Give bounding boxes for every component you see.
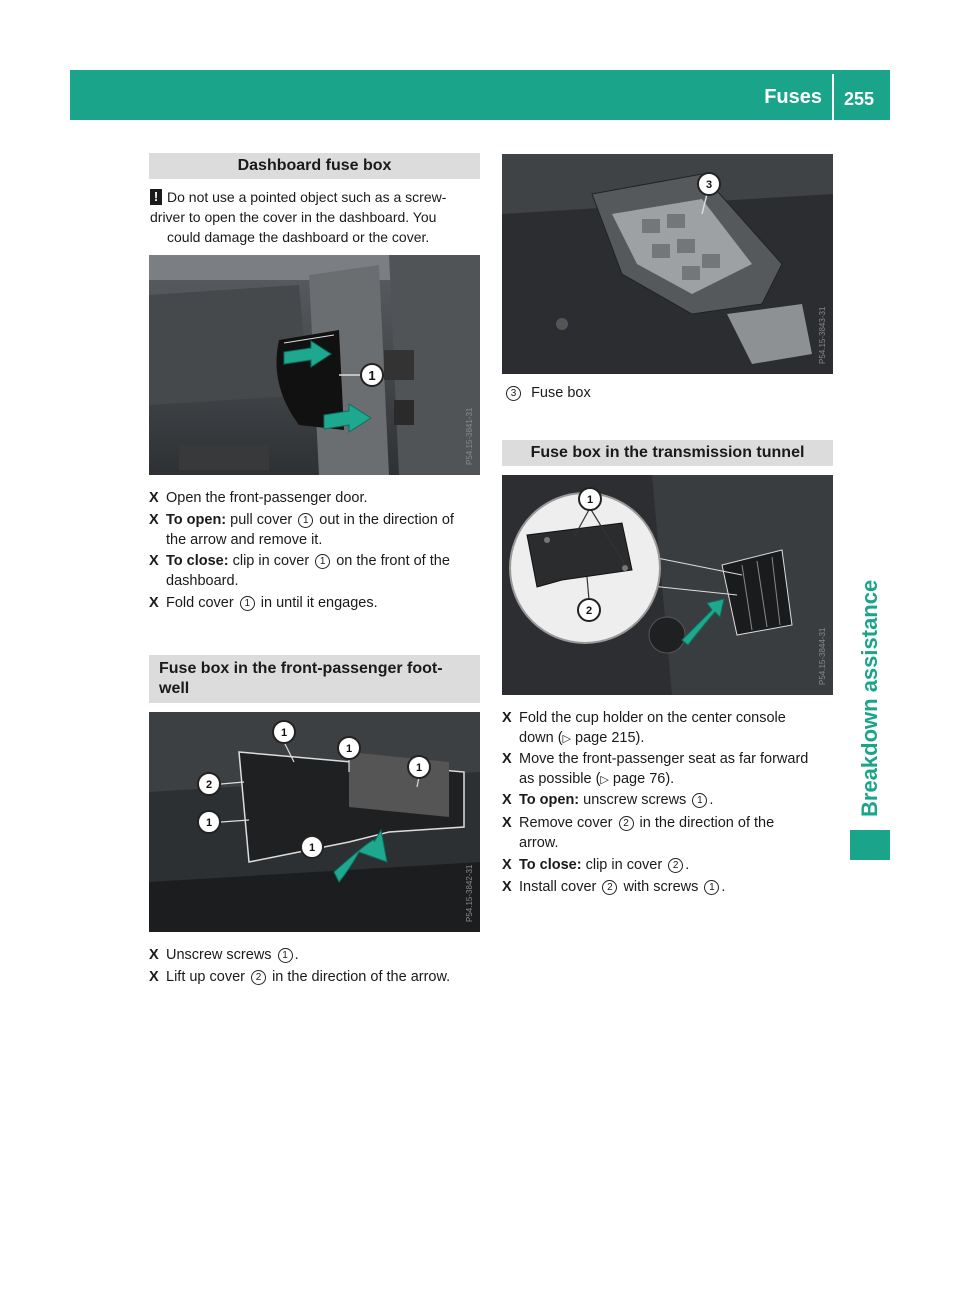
svg-text:1: 1 [586, 494, 594, 506]
callout-1: 1 [704, 880, 719, 895]
step-move-seat: X Move the front-passenger seat as far forward as possible (▷ page 76). [502, 751, 809, 787]
header-divider [832, 74, 834, 120]
step-to-open-tunnel: X To open: unscrew screws 1 . [502, 792, 714, 808]
photo-code-1: P54.15-3841-31 [465, 407, 474, 465]
tunnel-illustration [502, 475, 833, 695]
caption-fuse-box: 3 Fuse box [504, 383, 804, 403]
section-title-dashboard-fuse-box: Dashboard fuse box [149, 153, 480, 179]
step-fold-cover: X Fold cover 1 in until it engages. [149, 595, 378, 611]
step-open-door: X Open the front-passenger door. [149, 490, 368, 506]
fuse-box-illustration [502, 154, 833, 374]
callout-1: 1 [315, 554, 330, 569]
header-title: Fuses [764, 86, 822, 108]
callout-1: 1 [240, 596, 255, 611]
step-to-close-tunnel: X To close: clip in cover 2 . [502, 857, 690, 873]
callout-2: 2 [251, 970, 266, 985]
callout-2: 2 [668, 858, 683, 873]
dashboard-illustration [149, 255, 480, 475]
photo-code-3: P54.15-3843-31 [818, 306, 827, 364]
callout-2: 2 [619, 816, 634, 831]
footwell-illustration [149, 712, 480, 932]
photo-dashboard-fuse-box [149, 255, 480, 475]
callout-2: 2 [602, 880, 617, 895]
photo-transmission-tunnel [502, 475, 833, 695]
callout-1: 1 [692, 793, 707, 808]
step-lift-cover: X Lift up cover 2 in the direction of the arrow. [149, 969, 451, 985]
photo-fuse-box [502, 154, 833, 374]
callout-1: 1 [298, 513, 313, 528]
section-title-footwell: Fuse box in the front-passenger foot- well [149, 655, 480, 703]
step-to-close: X To close: clip in cover 1 on the front of the dashboard. [149, 553, 450, 589]
svg-text:1: 1 [205, 817, 213, 829]
svg-text:1: 1 [308, 842, 316, 854]
warning-text-cont: driver to open the cover in the dashboard. You could damage the dashboard or the cover. [150, 209, 437, 245]
svg-text:1: 1 [280, 727, 288, 739]
svg-text:1: 1 [415, 762, 423, 774]
step-install-cover: X Install cover 2 with screws 1 . [502, 879, 726, 895]
warning-icon: ! [150, 189, 162, 205]
page-number: 255 [844, 89, 875, 109]
section-title-transmission-tunnel: Fuse box in the transmission tunnel [502, 440, 833, 466]
step-unscrew-screws: X Unscrew screws 1 . [149, 947, 299, 963]
side-tab-marker [850, 830, 890, 860]
svg-text:3: 3 [705, 179, 713, 191]
photo-code-2: P54.15-3842-31 [465, 864, 474, 922]
side-tab-label: Breakdown assistance [857, 579, 882, 817]
step-remove-cover: X Remove cover 2 in the direction of the arrow. [502, 815, 775, 851]
svg-text:1: 1 [345, 743, 353, 755]
photo-footwell-fuse-box [149, 712, 480, 932]
photo-code-4: P54.15-3844-31 [818, 627, 827, 685]
svg-text:2: 2 [585, 605, 593, 617]
step-to-open: X To open: pull cover 1 out in the direction of the arrow and remove it. [149, 512, 454, 548]
warning-text: Do not use a pointed object such as a screw- [167, 189, 447, 205]
callout-1: 1 [278, 948, 293, 963]
step-fold-cup-holder: X Fold the cup holder on the center console down (▷ page 215). [502, 710, 786, 746]
callout-3: 3 [506, 386, 521, 401]
svg-text:2: 2 [205, 779, 213, 791]
svg-text:1: 1 [368, 368, 376, 383]
